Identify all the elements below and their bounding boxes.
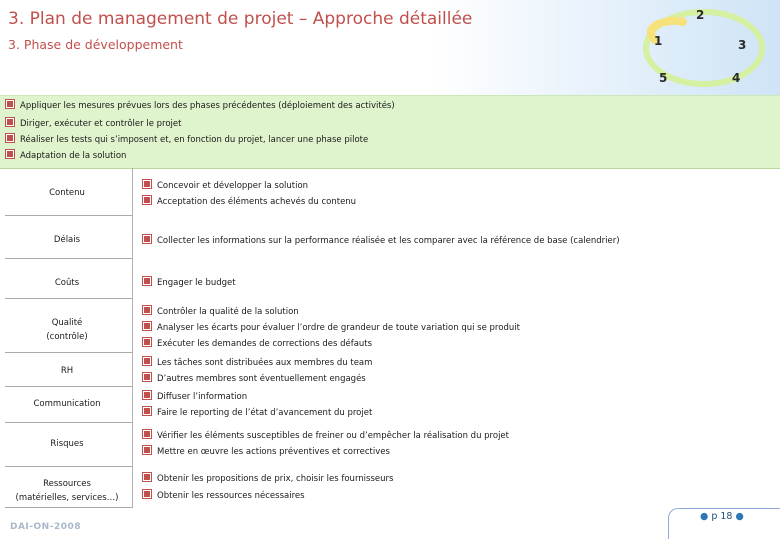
bullet-icon xyxy=(143,357,151,365)
row-label-risques: Risques xyxy=(50,439,84,449)
bullet-icon xyxy=(143,322,151,330)
row-item: Mettre en œuvre les actions préventives et correctives xyxy=(143,446,390,457)
cycle-step-1: 1 xyxy=(654,34,663,48)
bullet-icon xyxy=(143,430,151,438)
bullet-icon xyxy=(143,196,151,204)
cycle-step-3: 3 xyxy=(738,38,747,52)
bullet-icon xyxy=(143,490,151,498)
row-separator xyxy=(5,507,132,508)
row-item: D’autres membres sont éventuellement engagés xyxy=(143,373,366,384)
row-label-delais: Délais xyxy=(53,235,81,245)
row-separator xyxy=(5,422,132,423)
row-item: Acceptation des éléments achevés du contenu xyxy=(143,196,356,207)
bullet-icon xyxy=(6,100,14,108)
row-item: Obtenir les ressources nécessaires xyxy=(143,490,305,501)
row-item: Collecter les informations sur la performance réalisée et les comparer avec la référence de base (calendrier) xyxy=(143,235,620,246)
bullet-icon xyxy=(6,150,14,158)
footer-code: DAI-ON-2008 xyxy=(10,522,81,532)
row-item: Diffuser l’information xyxy=(143,391,247,402)
bullet-icon xyxy=(143,446,151,454)
phase-subtitle: 3. Phase de développement xyxy=(8,37,183,52)
bullet-icon xyxy=(6,134,14,142)
row-item: Engager le budget xyxy=(143,277,236,288)
row-label-communication: Communication xyxy=(33,399,101,409)
row-item: Les tâches sont distribuées aux membres du team xyxy=(143,357,372,368)
row-separator xyxy=(5,466,132,467)
dot-icon: ● xyxy=(735,511,744,522)
bullet-icon xyxy=(143,277,151,285)
bullet-icon xyxy=(143,235,151,243)
row-item: Obtenir les propositions de prix, choisir les fournisseurs xyxy=(143,473,393,484)
bullet-icon xyxy=(143,473,151,481)
page-title: 3. Plan de management de projet – Approche détaillée xyxy=(8,9,473,29)
cycle-step-2: 2 xyxy=(696,8,705,22)
cycle-step-4: 4 xyxy=(732,71,741,85)
cycle-step-5: 5 xyxy=(659,71,668,85)
row-label-contenu: Contenu xyxy=(49,188,85,198)
row-label-rh: RH xyxy=(60,366,74,376)
row-separator xyxy=(5,386,132,387)
row-separator xyxy=(5,352,132,353)
row-separator xyxy=(5,258,132,259)
phase-bullet: Réaliser les tests qui s’imposent et, en fonction du projet, lancer une phase pilote xyxy=(6,134,368,145)
phase-bullet: Appliquer les mesures prévues lors des phases précédentes (déploiement des activités) xyxy=(6,100,395,111)
row-item: Concevoir et développer la solution xyxy=(143,180,308,191)
row-label-ressources: Ressources (matérielles, services…) xyxy=(15,479,119,503)
row-item: Analyser les écarts pour évaluer l’ordre de grandeur de toute variation qui se produit xyxy=(143,322,520,333)
page-number: ● p 18 ● xyxy=(700,511,744,522)
column-divider xyxy=(132,168,133,508)
dot-icon: ● xyxy=(700,511,709,522)
phase-cycle xyxy=(620,0,780,96)
bullet-icon xyxy=(143,180,151,188)
bullet-icon xyxy=(143,306,151,314)
bullet-icon xyxy=(143,407,151,415)
row-item: Exécuter les demandes de corrections des défauts xyxy=(143,338,372,349)
row-separator xyxy=(5,298,132,299)
row-item: Faire le reporting de l’état d’avancement du projet xyxy=(143,407,372,418)
row-separator xyxy=(5,215,132,216)
row-item: Vérifier les éléments susceptibles de freiner ou d’empêcher la réalisation du projet xyxy=(143,430,509,441)
row-item: Contrôler la qualité de la solution xyxy=(143,306,299,317)
row-label-qualite: Qualité (contrôle) xyxy=(46,318,88,342)
bullet-icon xyxy=(143,373,151,381)
phase-bullet: Adaptation de la solution xyxy=(6,150,126,161)
row-label-couts: Coûts xyxy=(54,278,80,288)
bullet-icon xyxy=(143,338,151,346)
bullet-icon xyxy=(143,391,151,399)
phase-bullet: Diriger, exécuter et contrôler le projet xyxy=(6,118,181,129)
bullet-icon xyxy=(6,118,14,126)
